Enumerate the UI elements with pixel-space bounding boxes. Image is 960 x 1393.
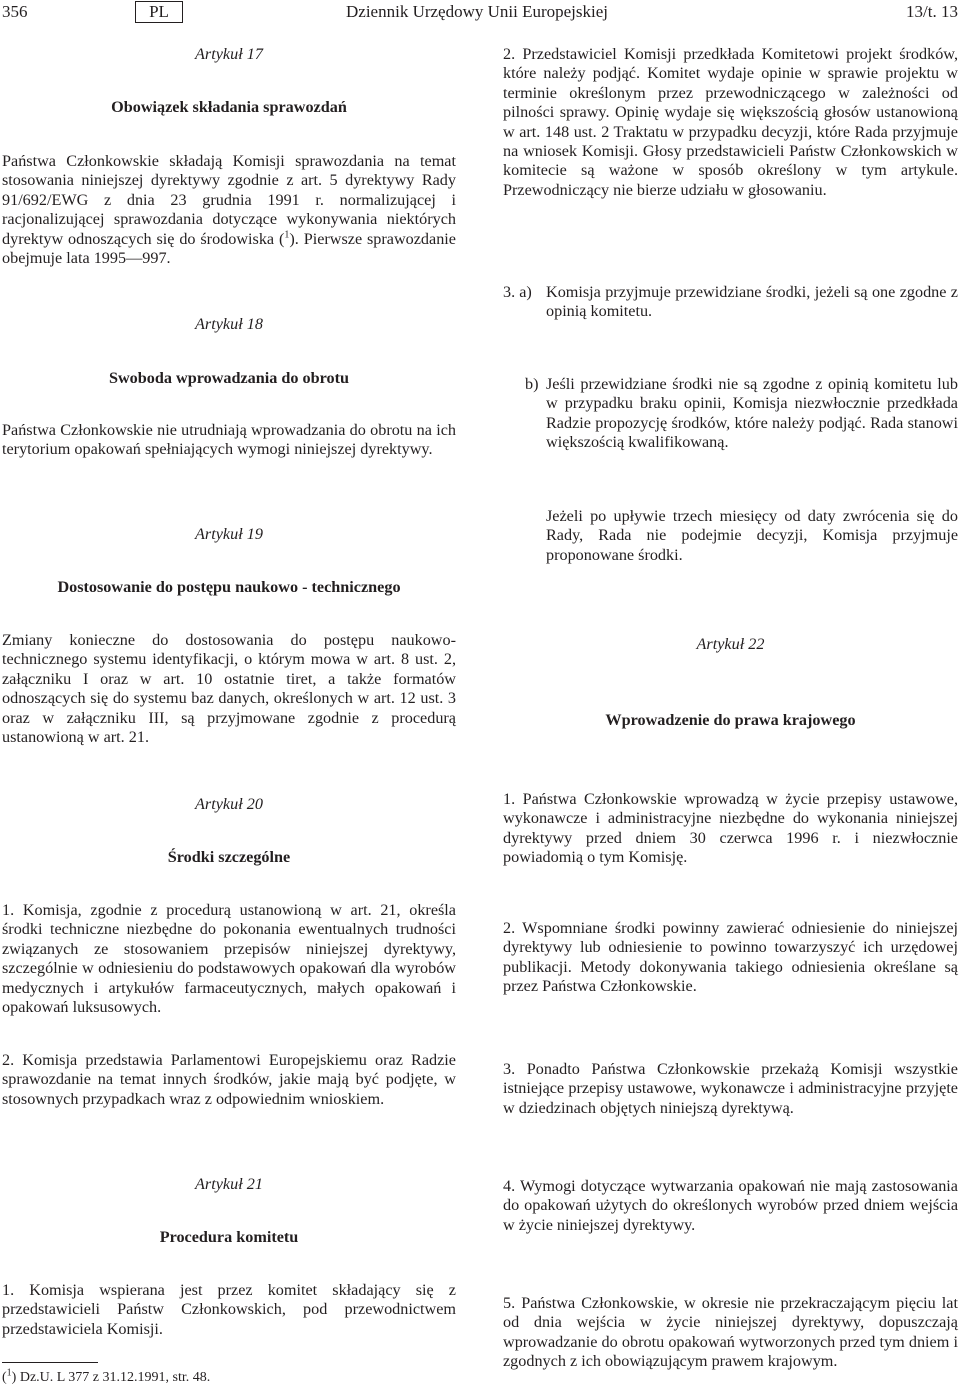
language-code-box: PL — [135, 1, 183, 23]
article-22-heading: Wprowadzenie do prawa krajowego — [605, 711, 856, 729]
article-19-text: Zmiany konieczne do dostosowania do postępu naukowotechnicznego systemu identyfikacji, o którym mowa w art. 8 ust. 2, załączniku I oraz w art. 10 ostatnie tiret, a także formatów odnoszących się do systemu baz danych, określonych w art. 12 ust. 3 oraz w załączniku III, są przyjmowane zgodnie z procedurą ustanowioną w art. 21. — [2, 631, 456, 747]
article-22-paragraph-4: 4. Wymogi dotyczące wytwarzania opakowań nie mają zastosowania do opakowań użytych do określonych wyrobów przed dniem wejścia w życie niniejszej dyrektywy. — [503, 1177, 958, 1234]
footnote-reference: 1 — [284, 229, 290, 241]
article-21-paragraph-1: 1. Komisja wspierana jest przez komitet składający się z przedstawicieli Państw Członkowskich, pod przewodnictwem przedstawiciela Komisji. — [2, 1281, 456, 1338]
article-18-title: Artykuł 18 — [195, 315, 263, 333]
article-17-text-part1: Państwa Członkowskie składają Komisji sprawozdania na temat stosowania niniejszej dyrektywy zgodnie z art. 5 dyrektywy Rady 91/692/EWG z dnia 23 grudnia 1991 r. normalizującej i racjonalizującej sprawozdania dotyczące wykonywania niektórych dyrektyw odnoszących się do środowiska ( — [2, 152, 456, 248]
article-21-title: Artykuł 21 — [195, 1175, 263, 1193]
article-22-paragraph-1: 1. Państwa Członkowskie wprowadzą w życie przepisy ustawowe, wykonawcze i administracyjne niezbędne do wykonania niniejszej dyrektywy przed dniem 30 czerwca 1996 r. i niezwłocznie powiadomią o tym Komisję. — [503, 790, 958, 867]
article-17-title: Artykuł 17 — [195, 45, 263, 63]
paragraph-3-closing-text: Jeżeli po upływie trzech miesięcy od daty zwrócenia się do Rady, Rada nie podejmie decyzji, Komisja przyjmuje proponowane środki. — [546, 507, 958, 564]
article-22-paragraph-3: 3. Ponadto Państwa Członkowskie przekażą Komisji wszystkie istniejące przepisy ustawowe, wykonawcze i administracyjne przyjęte w dziedzinach objętych niniejszą dyrektywą. — [503, 1060, 958, 1117]
page-number: 356 — [2, 2, 28, 21]
page-header — [0, 0, 960, 26]
article-17-text-part2: ). Pierwsze sprawozdanie obejmuje lata 1995—997. — [2, 229, 456, 268]
article-18-text: Państwa Członkowskie nie utrudniają wprowadzania do obrotu na ich terytorium opakowań spełniających wymogi niniejszej dyrektywy. — [2, 421, 456, 459]
article-18-heading: Swoboda wprowadzania do obrotu — [108, 369, 350, 387]
article-20-paragraph-2: 2. Komisja przedstawia Parlamentowi Europejskiemu oraz Radzie sprawozdanie na temat innych środków, jakie mają być podjęte, w stosownych przypadkach wraz z odpowiednim wnioskiem. — [2, 1051, 456, 1108]
issue-number: 13/t. 13 — [906, 2, 958, 21]
footnote-divider — [2, 1362, 98, 1363]
article-22-paragraph-5: 5. Państwa Członkowskie, w okresie nie przekraczającym pięciu lat od dnia wejścia w życie niniejszej dyrektywy, dopuszczają wprowadzanie do obrotu opakowań wytworzonych przed tym dniem i zgodnych z ich obowiązującym prawem krajowym. — [503, 1294, 958, 1371]
article-19-heading: Dostosowanie do postępu naukowo - technicznego — [57, 578, 401, 596]
article-17-heading: Obowiązek składania sprawozdań — [111, 98, 347, 116]
article-21-heading: Procedura komitetu — [159, 1228, 299, 1246]
article-21-paragraph-3b — [503, 375, 958, 453]
footnote: ($^1$) Dz.U. L 377 z 31.12.1991, str. 48. — [2, 1367, 211, 1385]
paragraph-3a-label: 3. a) — [503, 283, 532, 301]
article-22-title: Artykuł 22 — [696, 635, 765, 653]
article-17-text — [2, 152, 456, 268]
paragraph-3b-text: Jeśli przewidziane środki nie są zgodne z opinią komitetu lub w przypadku braku opinii, Komisja niezwłocznie przedkłada Radzie propozycję środków, które należy podjąć. Rada stanowi większością kwalifikowaną. — [546, 375, 958, 452]
article-21-paragraph-3-closing — [503, 507, 958, 565]
article-21-paragraph-3a — [503, 283, 958, 322]
paragraph-3a-text: Komisja przyjmuje przewidziane środki, jeżeli są one zgodne z opinią komitetu. — [546, 283, 958, 321]
footnote-text: Dz.U. L 377 z 31.12.1991, str. 48. — [19, 1370, 211, 1385]
article-20-paragraph-1: 1. Komisja, zgodnie z procedurą ustanowioną w art. 21, określa środki techniczne niezbędne do pokonania ewentualnych trudności związanych ze stosowaniem przepisów niniejszej dyrektywy, szczególnie w odniesieniu do podstawowych opakowań dla wyrobów medycznych i artykułów farmaceutycznych, małych opakowań i opakowań luksusowych. — [2, 901, 456, 1017]
footnote-marker: 1 — [6, 1367, 12, 1379]
article-21-paragraph-2: 2. Przedstawiciel Komisji przedkłada Komitetowi projekt środków, które należy podjąć. Komitet wydaje opinie w sprawie projektu w terminie określonym przez przewodniczącego w zależności od pilności sprawy. Opinię wydaje się większością głosów ustanowioną w art. 148 ust. 2 Traktatu w przypadku decyzji, które Rada przyjmuje na wniosek Komisji. Głosy przedstawicieli Państw Członkowskich w komitecie są ważone w sposób określony w tym artykule. Przewodniczący nie bierze udziału w głosowaniu. — [503, 45, 958, 199]
journal-title: Dziennik Urzędowy Unii Europejskiej — [346, 2, 609, 21]
article-20-heading: Środki szczególne — [167, 848, 291, 866]
paragraph-3b-label: b) — [525, 375, 539, 393]
article-19-title: Artykuł 19 — [195, 525, 263, 543]
article-20-title: Artykuł 20 — [195, 795, 263, 813]
article-22-paragraph-2: 2. Wspomniane środki powinny zawierać odniesienie do niniejszej dyrektywy lub odniesienie to powinno towarzyszyć ich urzędowej publikacji. Metody dokonywania takiego odniesienia określane są przez Państwa Członkowskie. — [503, 919, 958, 996]
